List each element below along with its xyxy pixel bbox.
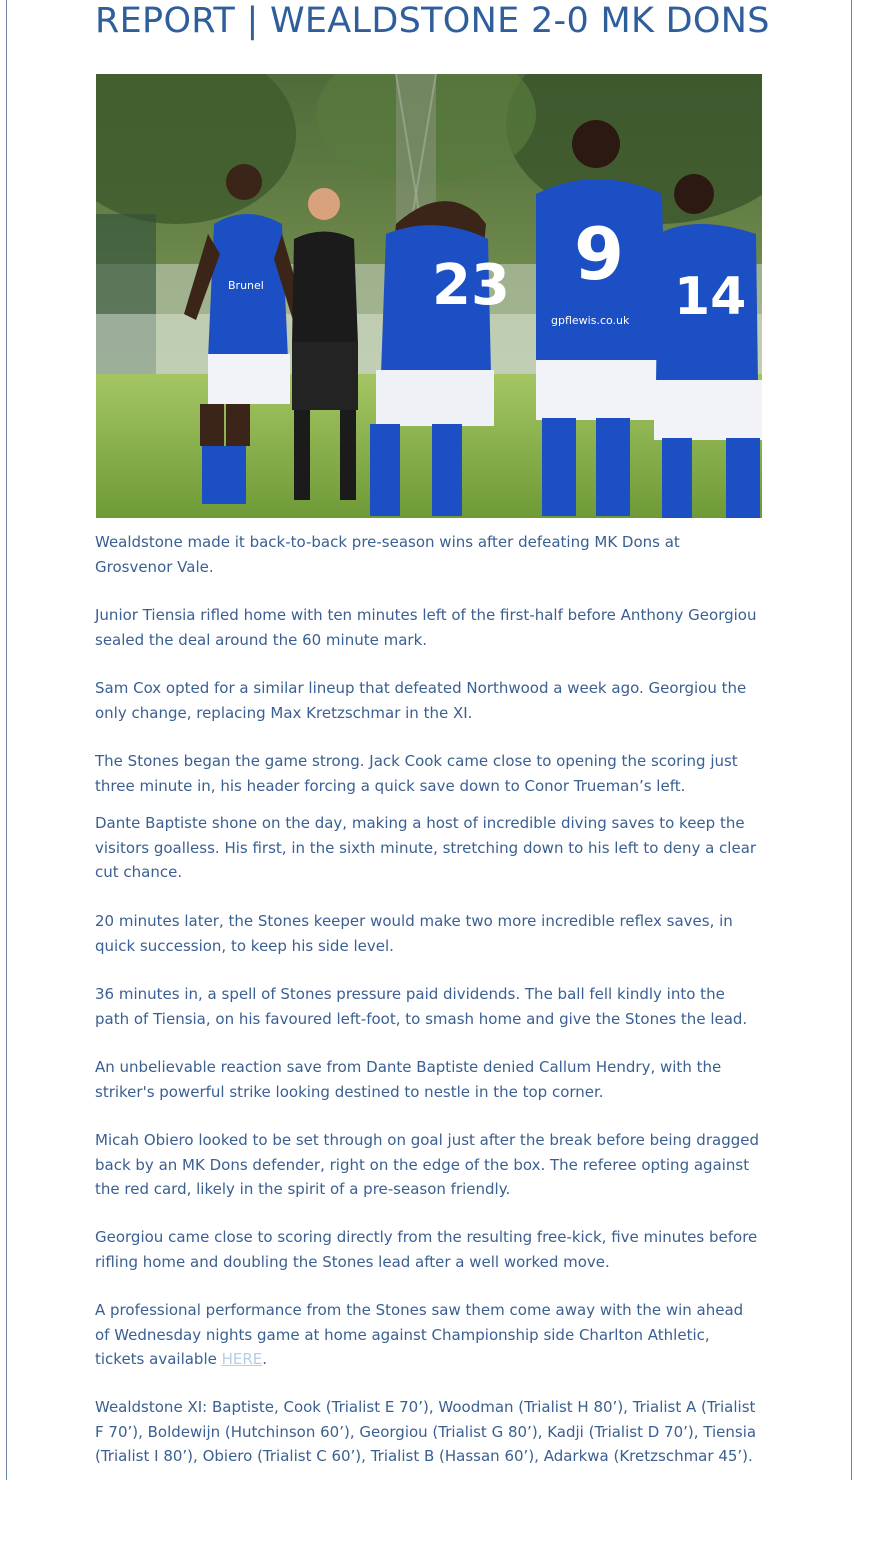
paragraph-3: Sam Cox opted for a similar lineup that defeated Northwood a week ago. Georgiou the only change, replacing Max Kretzschmar in the XI. [95, 679, 747, 722]
svg-text:Brunel: Brunel [228, 279, 264, 292]
svg-text:9: 9 [574, 212, 625, 296]
lineup-paragraph: Wealdstone XI: Baptiste, Cook (Trialist E 70’), Woodman (Trialist H 80’), Trialist A (Trialist F 70’), Boldewijn (Hutchinson 60’), Georgiou (Trialist G 80’), Kadji (Trialist D 70’), Tiensia (Trialist I 80’), Obiero (Trialist C 60’), Trialist B (Hassan 60’), Adarkwa (Kretzschmar 45’). [95, 1398, 757, 1465]
tickets-text-end: . [262, 1350, 268, 1368]
paragraph-9: Micah Obiero looked to be set through on goal just after the break before being dragged back by an MK Dons defender, right on the edge of the box. The referee opting against the red card, likely in the spirit of a pre-season friendly. [95, 1131, 759, 1198]
paragraph-6: 20 minutes later, the Stones keeper would make two more incredible reflex saves, in quick succession, to keep his side level. [95, 912, 733, 955]
svg-text:gpflewis.co.uk: gpflewis.co.uk [551, 314, 630, 327]
paragraph-1: Wealdstone made it back-to-back pre-season wins after defeating MK Dons at Grosvenor Vale. [95, 533, 680, 576]
paragraph-8: An unbelievable reaction save from Dante Baptiste denied Callum Hendry, with the striker's powerful strike looking destined to nestle in the top corner. [95, 1058, 722, 1101]
paragraph-2: Junior Tiensia rifled home with ten minutes left of the first-half before Anthony Georgiou sealed the deal around the 60 minute mark. [95, 606, 757, 649]
article-title: REPORT | WEALDSTONE 2-0 MK DONS [95, 1, 770, 41]
tickets-text: A professional performance from the Stones saw them come away with the win ahead of Wednesday nights game at home against Championship side Charlton Athletic, tickets available [95, 1301, 744, 1368]
svg-text:23: 23 [432, 253, 510, 318]
tickets-paragraph [95, 1298, 760, 1372]
tickets-link[interactable]: HERE [221, 1350, 263, 1368]
paragraph-5: Dante Baptiste shone on the day, making a host of incredible diving saves to keep the visitors goalless. His first, in the sixth minute, stretching down to his left to deny a clear cut chance. [95, 814, 757, 881]
svg-text:14: 14 [674, 267, 747, 327]
paragraph-10: Georgiou came close to scoring directly from the resulting free-kick, five minutes before rifling home and doubling the Stones lead after a well worked move. [95, 1228, 758, 1271]
match-photo [96, 74, 762, 518]
paragraph-7: 36 minutes in, a spell of Stones pressure paid dividends. The ball fell kindly into the path of Tiensia, on his favoured left-foot, to smash home and give the Stones the lead. [95, 985, 748, 1028]
paragraph-4: The Stones began the game strong. Jack Cook came close to opening the scoring just three minute in, his header forcing a quick save down to Conor Trueman’s left. [95, 752, 738, 795]
